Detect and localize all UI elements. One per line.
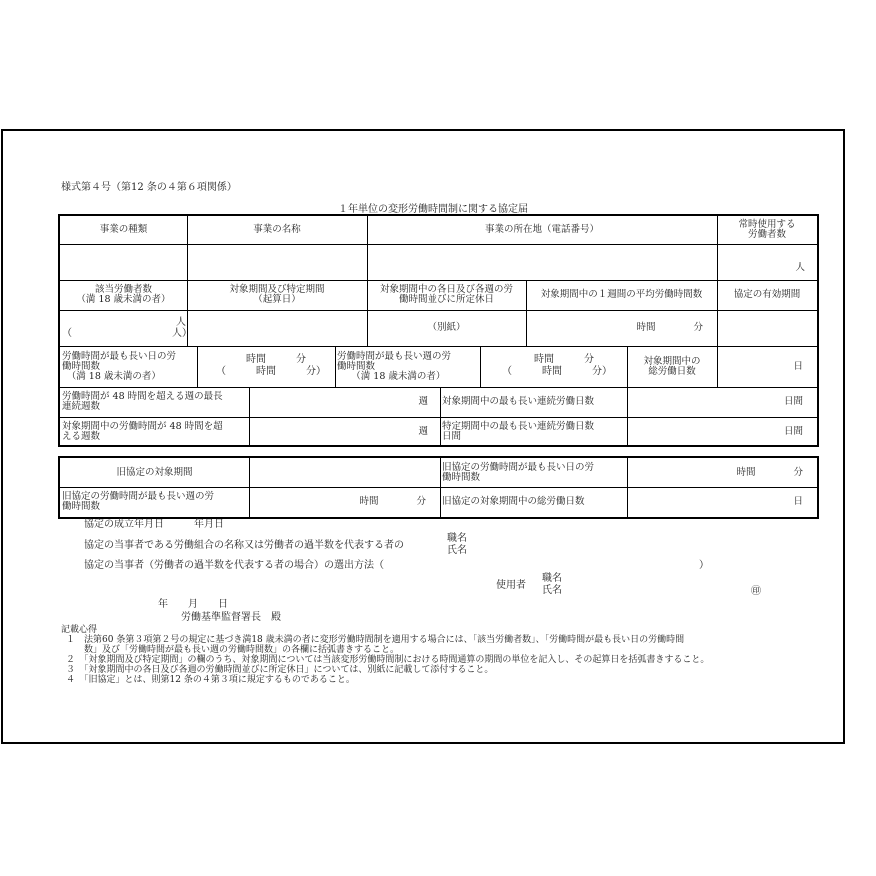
period-field[interactable] [187, 310, 367, 346]
agreement-date: 協定の成立年月日 年月日 [84, 519, 224, 530]
business-address-field[interactable] [367, 244, 717, 280]
longest-day-field[interactable]: 時間 分 [246, 354, 306, 365]
header-period: 対象期間及び特定期間 （起算日） [229, 284, 325, 305]
header-regular-workers: 常時使用する 労働者数 [738, 219, 796, 240]
header-old-longest-day: 旧協定の労働時間が最も長い日の労 働時間数 [442, 461, 595, 483]
header-max-consec-days: 対象期間中の最も長い連続労働日数 [442, 396, 595, 407]
note-item: ２ 「対象期間及び特定期間」の欄のうち、対象期間については当該変形労働時間制における時間通算の期間の単位を記入し、その起算日を括弧書きすること。 [66, 655, 710, 665]
header-hours-holidays: 対象期間中の各日及び各週の労 働時間並びに所定休日 [379, 284, 513, 305]
specific-consec-field[interactable]: 日間 [783, 426, 803, 437]
employer-label: 使用者 [496, 580, 526, 591]
employer-title-label: 職名 [542, 573, 562, 584]
header-total-days: 対象期間中の 総労働日数 [643, 355, 701, 377]
header-old-total-days: 旧協定の対象期間中の総労働日数 [442, 496, 585, 507]
old-total-days-field[interactable]: 日 [793, 496, 803, 507]
weeks-over48-field[interactable]: 週 [418, 426, 428, 437]
separate-sheet-note: （別紙） [427, 322, 466, 333]
header-business-address: 事業の所在地（電話番号） [484, 224, 599, 235]
header-business-name: 事業の名称 [253, 224, 301, 235]
regular-workers-field[interactable]: 人 [795, 262, 805, 273]
old-period-field[interactable] [249, 458, 440, 487]
note-item: １ 法第60 条第３項第２号の規定に基づき満18 歳未満の者に変形労働時間制を適用する場合には、「該当労働者数」、「労働時間が最も長い日の労働時間 [66, 635, 685, 645]
header-specific-consec: 特定期間中の最も長い連続労働日数 日間 [442, 421, 595, 442]
note-item: ４ 「旧協定」とは、則第12 条の４第３項に規定するものであること。 [66, 675, 355, 685]
selection-method-close: ） [699, 560, 709, 571]
header-max-consec-weeks: 労働時間が 48 時間を超える週の最長 連続週数 [62, 391, 223, 412]
notes-heading: 記載心得 [61, 625, 98, 635]
header-applicable-workers: 該当労働者数 （満 18 歳未満の者） [76, 284, 171, 305]
note-item: ３ 「対象期間中の各日及び各週の労働時間並びに所定休日」については、別紙に記載して添付すること。 [66, 665, 494, 675]
rep-title-label: 職名 [447, 533, 467, 544]
header-validity: 協定の有効期間 [733, 289, 801, 300]
longest-week-field[interactable]: 時間 分 [534, 354, 594, 365]
longest-day-minor-field[interactable]: （ 時間 分） [216, 366, 326, 377]
total-days-field[interactable]: 日 [793, 360, 803, 372]
business-type-field[interactable] [60, 244, 187, 280]
rep-name-label: 氏名 [447, 545, 467, 556]
header-business-type: 事業の種類 [99, 224, 148, 235]
old-agreement-table [58, 456, 819, 519]
note-item: 数」及び「労働時間が最も長い週の労働時間数」の各欄に括弧書きすること。 [66, 645, 400, 655]
business-name-field[interactable] [187, 244, 367, 280]
header-old-period: 旧協定の対象期間 [116, 466, 193, 478]
validity-field[interactable] [717, 310, 817, 346]
employer-name-label: 氏名 [542, 585, 562, 596]
applicable-workers-unit: 人 [176, 317, 186, 328]
header-longest-day: 労働時間が最も長い日の労 働時間数 （満 18 歳未満の者） [62, 350, 177, 382]
avg-weekly-field[interactable]: 時間 分 [636, 322, 703, 333]
header-old-longest-week: 旧協定の労働時間が最も長い週の労 働時間数 [62, 491, 215, 512]
applicable-workers-minor-field[interactable]: （ 人） [62, 328, 192, 339]
longest-week-minor-field[interactable]: （ 時間 分） [502, 366, 612, 377]
form-number: 様式第４号（第12 条の４第６項関係） [61, 182, 237, 193]
header-longest-week: 労働時間が最も長い週の労 働時間数 （満 18 歳未満の者） [337, 350, 452, 382]
main-table [58, 214, 819, 447]
header-avg-weekly: 対象期間中の１週間の平均労働時間数 [540, 289, 703, 300]
header-weeks-over48: 対象期間中の労働時間が 48 時間を超 える週数 [62, 421, 223, 442]
old-longest-week-field[interactable]: 時間 分 [359, 496, 426, 507]
max-consec-weeks-field[interactable]: 週 [418, 396, 428, 407]
old-longest-day-field[interactable]: 時間 分 [736, 466, 803, 478]
max-consec-days-field[interactable]: 日間 [783, 396, 803, 407]
selection-method-label: 協定の当事者（労働者の過半数を代表する者の場合）の選出方法（ [84, 560, 384, 571]
addressee: 労働基準監督署長 殿 [181, 612, 281, 623]
submission-date: 年 月 日 [158, 599, 228, 610]
form-title: １年単位の変形労働時間制に関する協定届 [338, 204, 528, 215]
seal-mark: ㊞ [751, 586, 761, 597]
union-representative-label: 協定の当事者である労働組合の名称又は労働者の過半数を代表する者の [84, 540, 404, 551]
